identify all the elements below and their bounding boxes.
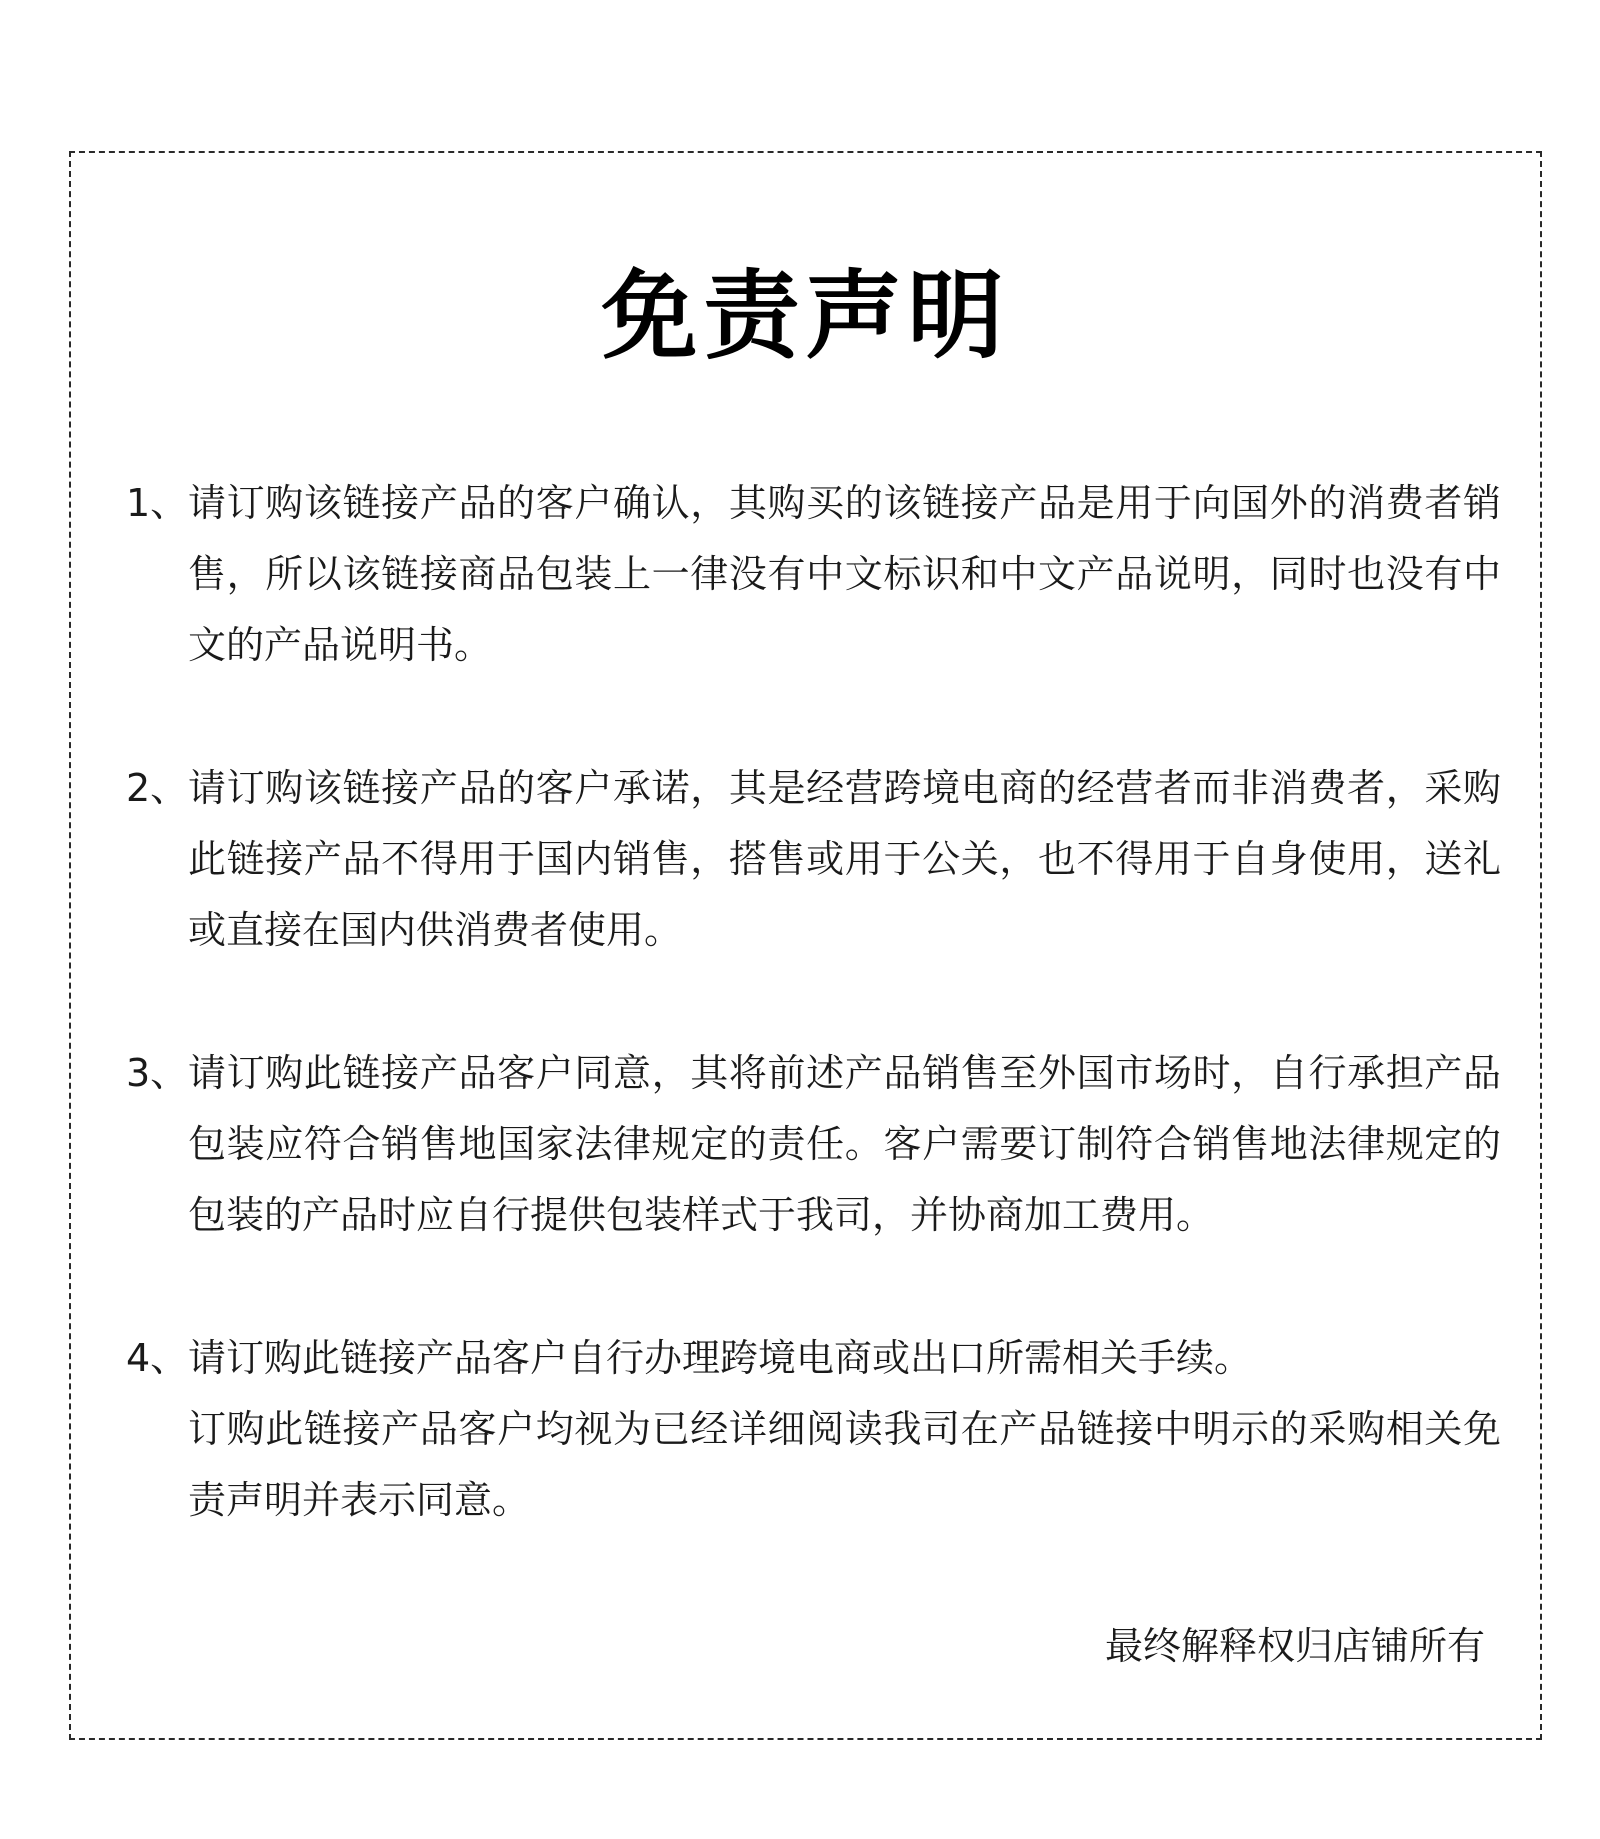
clause-text bbox=[188, 1323, 1501, 1536]
clause-number: 4、 bbox=[126, 1336, 189, 1380]
clause-number: 3、 bbox=[126, 1051, 189, 1095]
footer-note: 最终解释权归店铺所有 bbox=[1104, 1624, 1485, 1668]
clause-list bbox=[126, 468, 1501, 1608]
clause-item-4 bbox=[126, 1323, 1501, 1536]
page-title: 免责声明 bbox=[601, 260, 1010, 372]
clause-paragraph: 请订购该链接产品的客户承诺，其是经营跨境电商的经营者而非消费者，采购此链接产品不得用于国内销售，搭售或用于公关，也不得用于自身使用，送礼或直接在国内供消费者使用。 bbox=[188, 766, 1501, 952]
clause-text bbox=[188, 468, 1501, 681]
clause-text bbox=[188, 753, 1501, 966]
clause-number: 2、 bbox=[126, 766, 189, 810]
disclaimer-frame bbox=[69, 151, 1542, 1740]
clause-item-1 bbox=[126, 468, 1501, 681]
clause-extra-paragraph: 订购此链接产品客户均视为已经详细阅读我司在产品链接中明示的采购相关免责声明并表示同意。 bbox=[188, 1407, 1501, 1522]
clause-number: 1、 bbox=[126, 481, 189, 525]
clause-item-2 bbox=[126, 753, 1501, 966]
clause-paragraph: 请订购此链接产品客户自行办理跨境电商或出口所需相关手续。 bbox=[188, 1336, 1253, 1380]
clause-paragraph: 请订购该链接产品的客户确认，其购买的该链接产品是用于向国外的消费者销售，所以该链接商品包装上一律没有中文标识和中文产品说明，同时也没有中文的产品说明书。 bbox=[188, 481, 1501, 667]
clause-paragraph: 请订购此链接产品客户同意，其将前述产品销售至外国市场时，自行承担产品包装应符合销售地国家法律规定的责任。客户需要订制符合销售地法律规定的包装的产品时应自行提供包装样式于我司，并协商加工费用。 bbox=[188, 1051, 1501, 1237]
clause-text bbox=[188, 1038, 1501, 1251]
clause-item-3 bbox=[126, 1038, 1501, 1251]
